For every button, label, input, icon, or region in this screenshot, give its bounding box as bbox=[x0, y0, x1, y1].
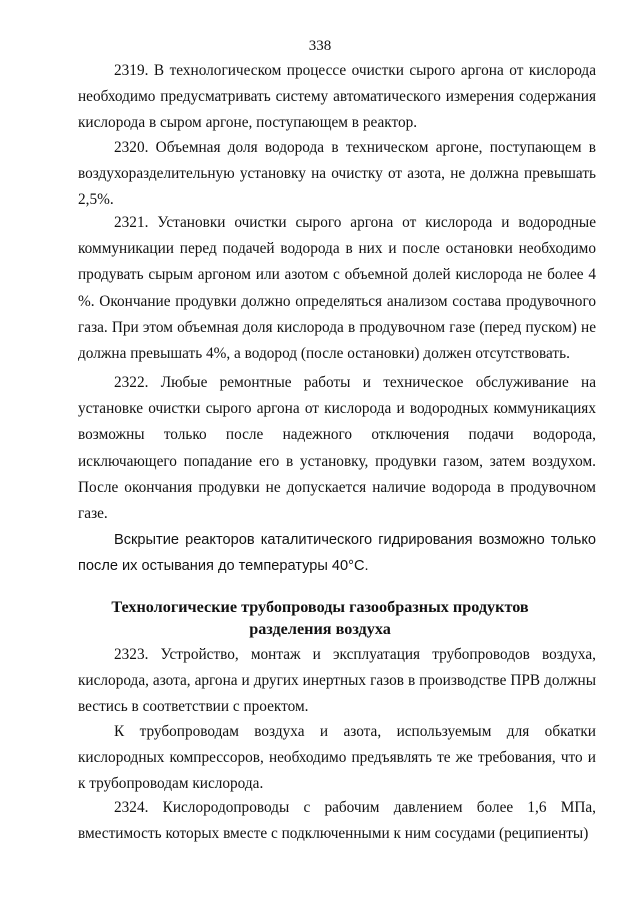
paragraph-compressor-pipelines: К трубопроводам воздуха и азота, используемым для обкатки кислородных компрессоров, необходимо предъявлять те же требования, что и к трубопроводам кислорода. bbox=[78, 723, 596, 793]
paragraph-2321: 2321. Установки очистки сырого аргона от кислорода и водородные коммуникации перед подачей водорода в них и после остановки необходимо продувать сырым аргоном или азотом с объемной долей кислорода не более 4 %. Окончание продувки должно определяться анализом состава продувочного газа. При этом объемная доля кислорода в продувочном газе (перед пуском) не должна превышать 4%, а водород (после остановки) должен отсутствовать. bbox=[78, 214, 596, 363]
section-heading bbox=[60, 596, 580, 640]
paragraph-2320: 2320. Объемная доля водорода в техническом аргоне, поступающем в воздухоразделительную установку на очистку от азота, не должна превышать 2,5%. bbox=[78, 139, 596, 209]
section-heading-line-2: разделения воздуха bbox=[249, 620, 391, 638]
paragraph-2324: 2324. Кислородопроводы с рабочим давлением более 1,6 МПа, вместимость которых вместе с подключенными к ним сосудами (реципиенты) bbox=[78, 799, 596, 843]
section-heading-line-1: Технологические трубопроводы газообразных продуктов bbox=[111, 598, 529, 616]
paragraph-2323: 2323. Устройство, монтаж и эксплуатация трубопроводов воздуха, кислорода, азота, аргона и других инертных газов в производстве ПРВ должны вестись в соответствии с проектом. bbox=[78, 646, 596, 716]
paragraph-2319: 2319. В технологическом процессе очистки сырого аргона от кислорода необходимо предусматривать систему автоматического измерения содержания кислорода в сыром аргоне, поступающем в реактор. bbox=[78, 62, 596, 132]
paragraph-reactor-opening: Вскрытие реакторов каталитического гидрирования возможно только после их остывания до температуры 40°С. bbox=[78, 532, 596, 575]
page-number: 338 bbox=[308, 38, 332, 54]
paragraph-2322: 2322. Любые ремонтные работы и техническое обслуживание на установке очистки сырого аргона от кислорода и водородных коммуникациях возможны только после надежного отключения подачи водорода, исключающего попадание его в установку, продувки газом, затем воздухом. После окончания продувки не допускается наличие водорода в продувочном газе. bbox=[78, 374, 596, 523]
